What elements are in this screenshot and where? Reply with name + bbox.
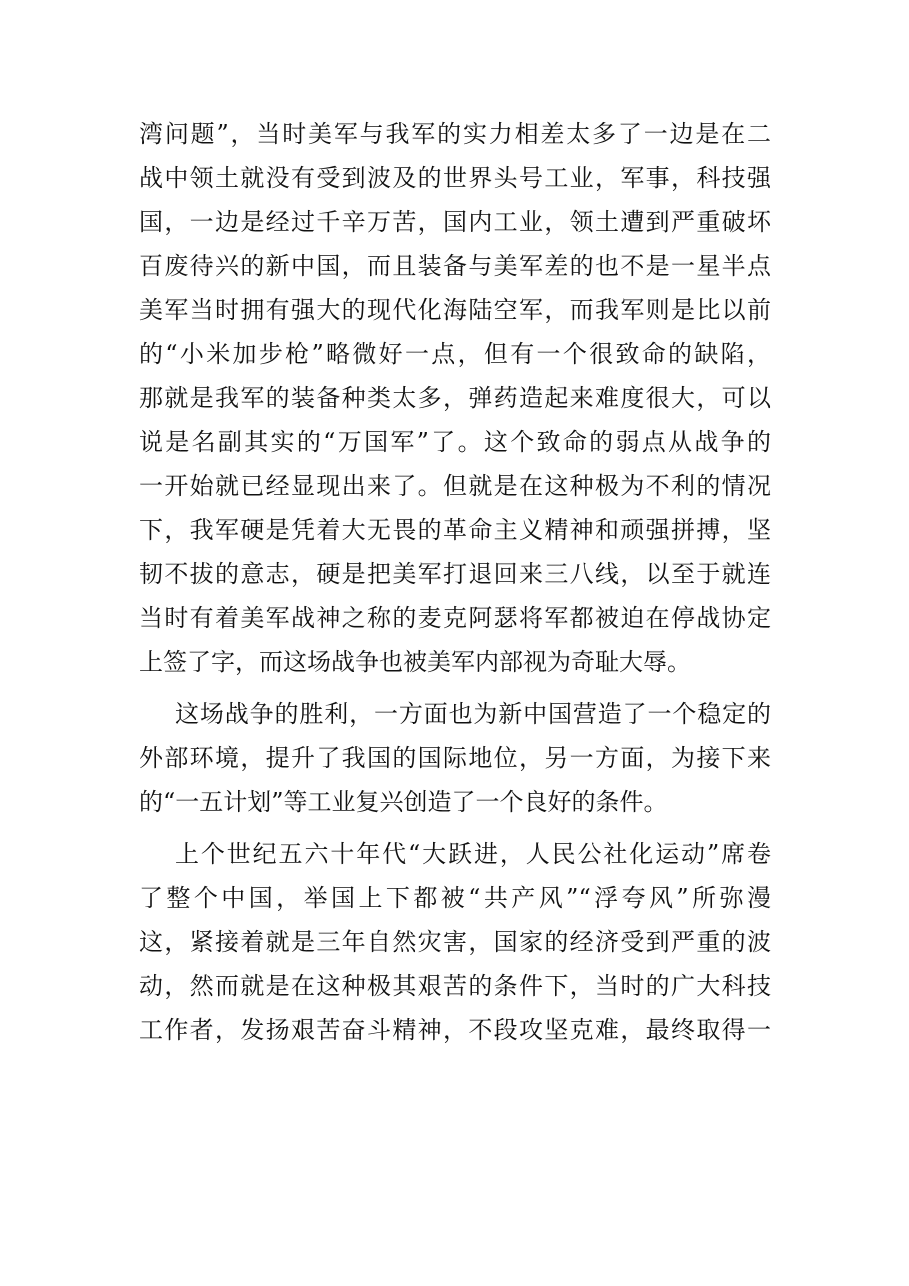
- text-line: 当时有着美军战神之称的麦克阿瑟将军都被迫在停战协定: [139, 604, 771, 632]
- text-line: 下，我军硬是凭着大无畏的革命主义精神和顽强拼搏，坚: [139, 516, 771, 544]
- text-line: 的“一五计划”等工业复兴创造了一个良好的条件。: [139, 788, 668, 816]
- text-line: 上签了字，而这场战争也被美军内部视为奇耻大辱。: [139, 648, 691, 676]
- text-line: 战中领土就没有受到波及的世界头号工业，军事，科技强: [139, 164, 771, 192]
- text-line: 韧不拔的意志，硬是把美军打退回来三八线，以至于就连: [139, 560, 771, 588]
- text-line: 这，紧接着就是三年自然灾害，国家的经济受到严重的波: [139, 928, 771, 956]
- text-line: 了整个中国，举国上下都被“共产风”“浮夸风”所弥漫: [139, 884, 771, 912]
- text-line: 的“小米加步枪”略微好一点，但有一个很致命的缺陷，: [139, 340, 771, 368]
- text-line: 湾问题”，当时美军与我军的实力相差太多了一边是在二: [139, 120, 771, 148]
- text-line: 一开始就已经显现出来了。但就是在这种极为不利的情况: [139, 472, 771, 500]
- paragraph-2: [139, 702, 771, 814]
- paragraph-1: [139, 122, 771, 674]
- text-line: 这场战争的胜利，一方面也为新中国营造了一个稳定的: [175, 700, 771, 728]
- text-line: 那就是我军的装备种类太多，弹药造起来难度很大，可以: [139, 384, 771, 412]
- text-line: 说是名副其实的“万国军”了。这个致命的弱点从战争的: [139, 428, 771, 456]
- paragraph-3: [139, 842, 771, 1042]
- text-line: 美军当时拥有强大的现代化海陆空军，而我军则是比以前: [139, 296, 771, 324]
- text-line: 动，然而就是在这种极其艰苦的条件下，当时的广大科技: [139, 972, 771, 1000]
- document-body: [139, 122, 771, 1062]
- text-line: 百废待兴的新中国，而且装备与美军差的也不是一星半点: [139, 252, 771, 280]
- text-line: 外部环境，提升了我国的国际地位，另一方面，为接下来: [139, 744, 771, 772]
- text-line: 工作者，发扬艰苦奋斗精神，不段攻坚克难，最终取得一: [139, 1016, 771, 1044]
- text-line: 国，一边是经过千辛万苦，国内工业，领土遭到严重破坏: [139, 208, 771, 236]
- text-line: 上个世纪五六十年代“大跃进，人民公社化运动”席卷: [175, 840, 771, 868]
